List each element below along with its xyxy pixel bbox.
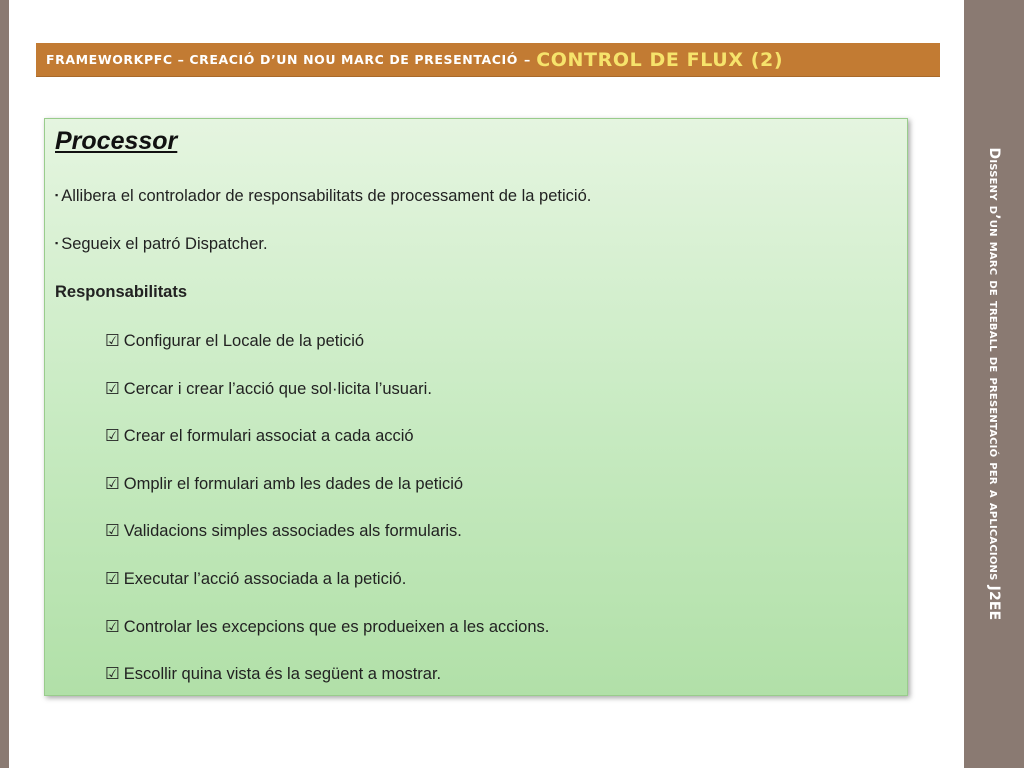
responsibility-item: [105, 331, 364, 351]
responsibility-item: [105, 521, 462, 541]
responsibilities-heading: Responsabilitats: [55, 283, 188, 301]
checkbox-checked-icon: ☑: [105, 618, 120, 636]
responsibility-text: Configurar el Locale de la petició: [123, 332, 365, 350]
bullet-text: Segueix el patró Dispatcher.: [61, 235, 268, 253]
header-separator: –: [524, 52, 531, 67]
responsibility-text: Validacions simples associades als formularis.: [123, 522, 462, 540]
side-vertical-title: Disseny d’un marc de treball de presentació per a aplicacions J2EE: [986, 147, 1002, 621]
bullet-text: Allibera el controlador de responsabilitats de processament de la petició.: [61, 187, 592, 205]
left-accent-bar: [0, 0, 9, 768]
responsibility-text: Crear el formulari associat a cada acció: [123, 427, 414, 445]
header-main-text: FRAMEWORKPFC – CREACIÓ D’UN NOU MARC DE PRESENTACIÓ: [46, 52, 518, 67]
checkbox-checked-icon: ☑: [105, 665, 120, 683]
checkbox-checked-icon: ☑: [105, 380, 120, 398]
bullet-item: [55, 235, 268, 254]
responsibility-text: Executar l’acció associada a la petició.: [123, 570, 407, 588]
bullet-item: [55, 187, 591, 206]
header-accent-text: CONTROL DE FLUX (2): [536, 48, 784, 71]
responsibility-text: Escollir quina vista és la següent a mostrar.: [123, 665, 442, 683]
checkbox-checked-icon: ☑: [105, 427, 120, 445]
slide-header-bar: [36, 43, 940, 77]
responsibility-item: [105, 569, 406, 589]
responsibility-item: [105, 617, 549, 637]
responsibility-text: Cercar i crear l’acció que sol·licita l’usuari.: [123, 380, 432, 398]
responsibility-text: Omplir el formulari amb les dades de la petició: [123, 475, 464, 493]
responsibility-item: [105, 426, 414, 446]
checkbox-checked-icon: ☑: [105, 475, 120, 493]
checkbox-checked-icon: ☑: [105, 570, 120, 588]
checkbox-checked-icon: ☑: [105, 332, 120, 350]
responsibility-text: Controlar les excepcions que es produeixen a les accions.: [123, 618, 550, 636]
square-bullet-icon: ▪: [55, 238, 59, 248]
checkbox-checked-icon: ☑: [105, 522, 120, 540]
responsibility-item: [105, 379, 432, 399]
responsibility-item: [105, 664, 441, 684]
content-box: [44, 118, 908, 696]
responsibility-item: [105, 474, 463, 494]
box-title: Processor: [55, 127, 178, 155]
square-bullet-icon: ▪: [55, 190, 59, 200]
